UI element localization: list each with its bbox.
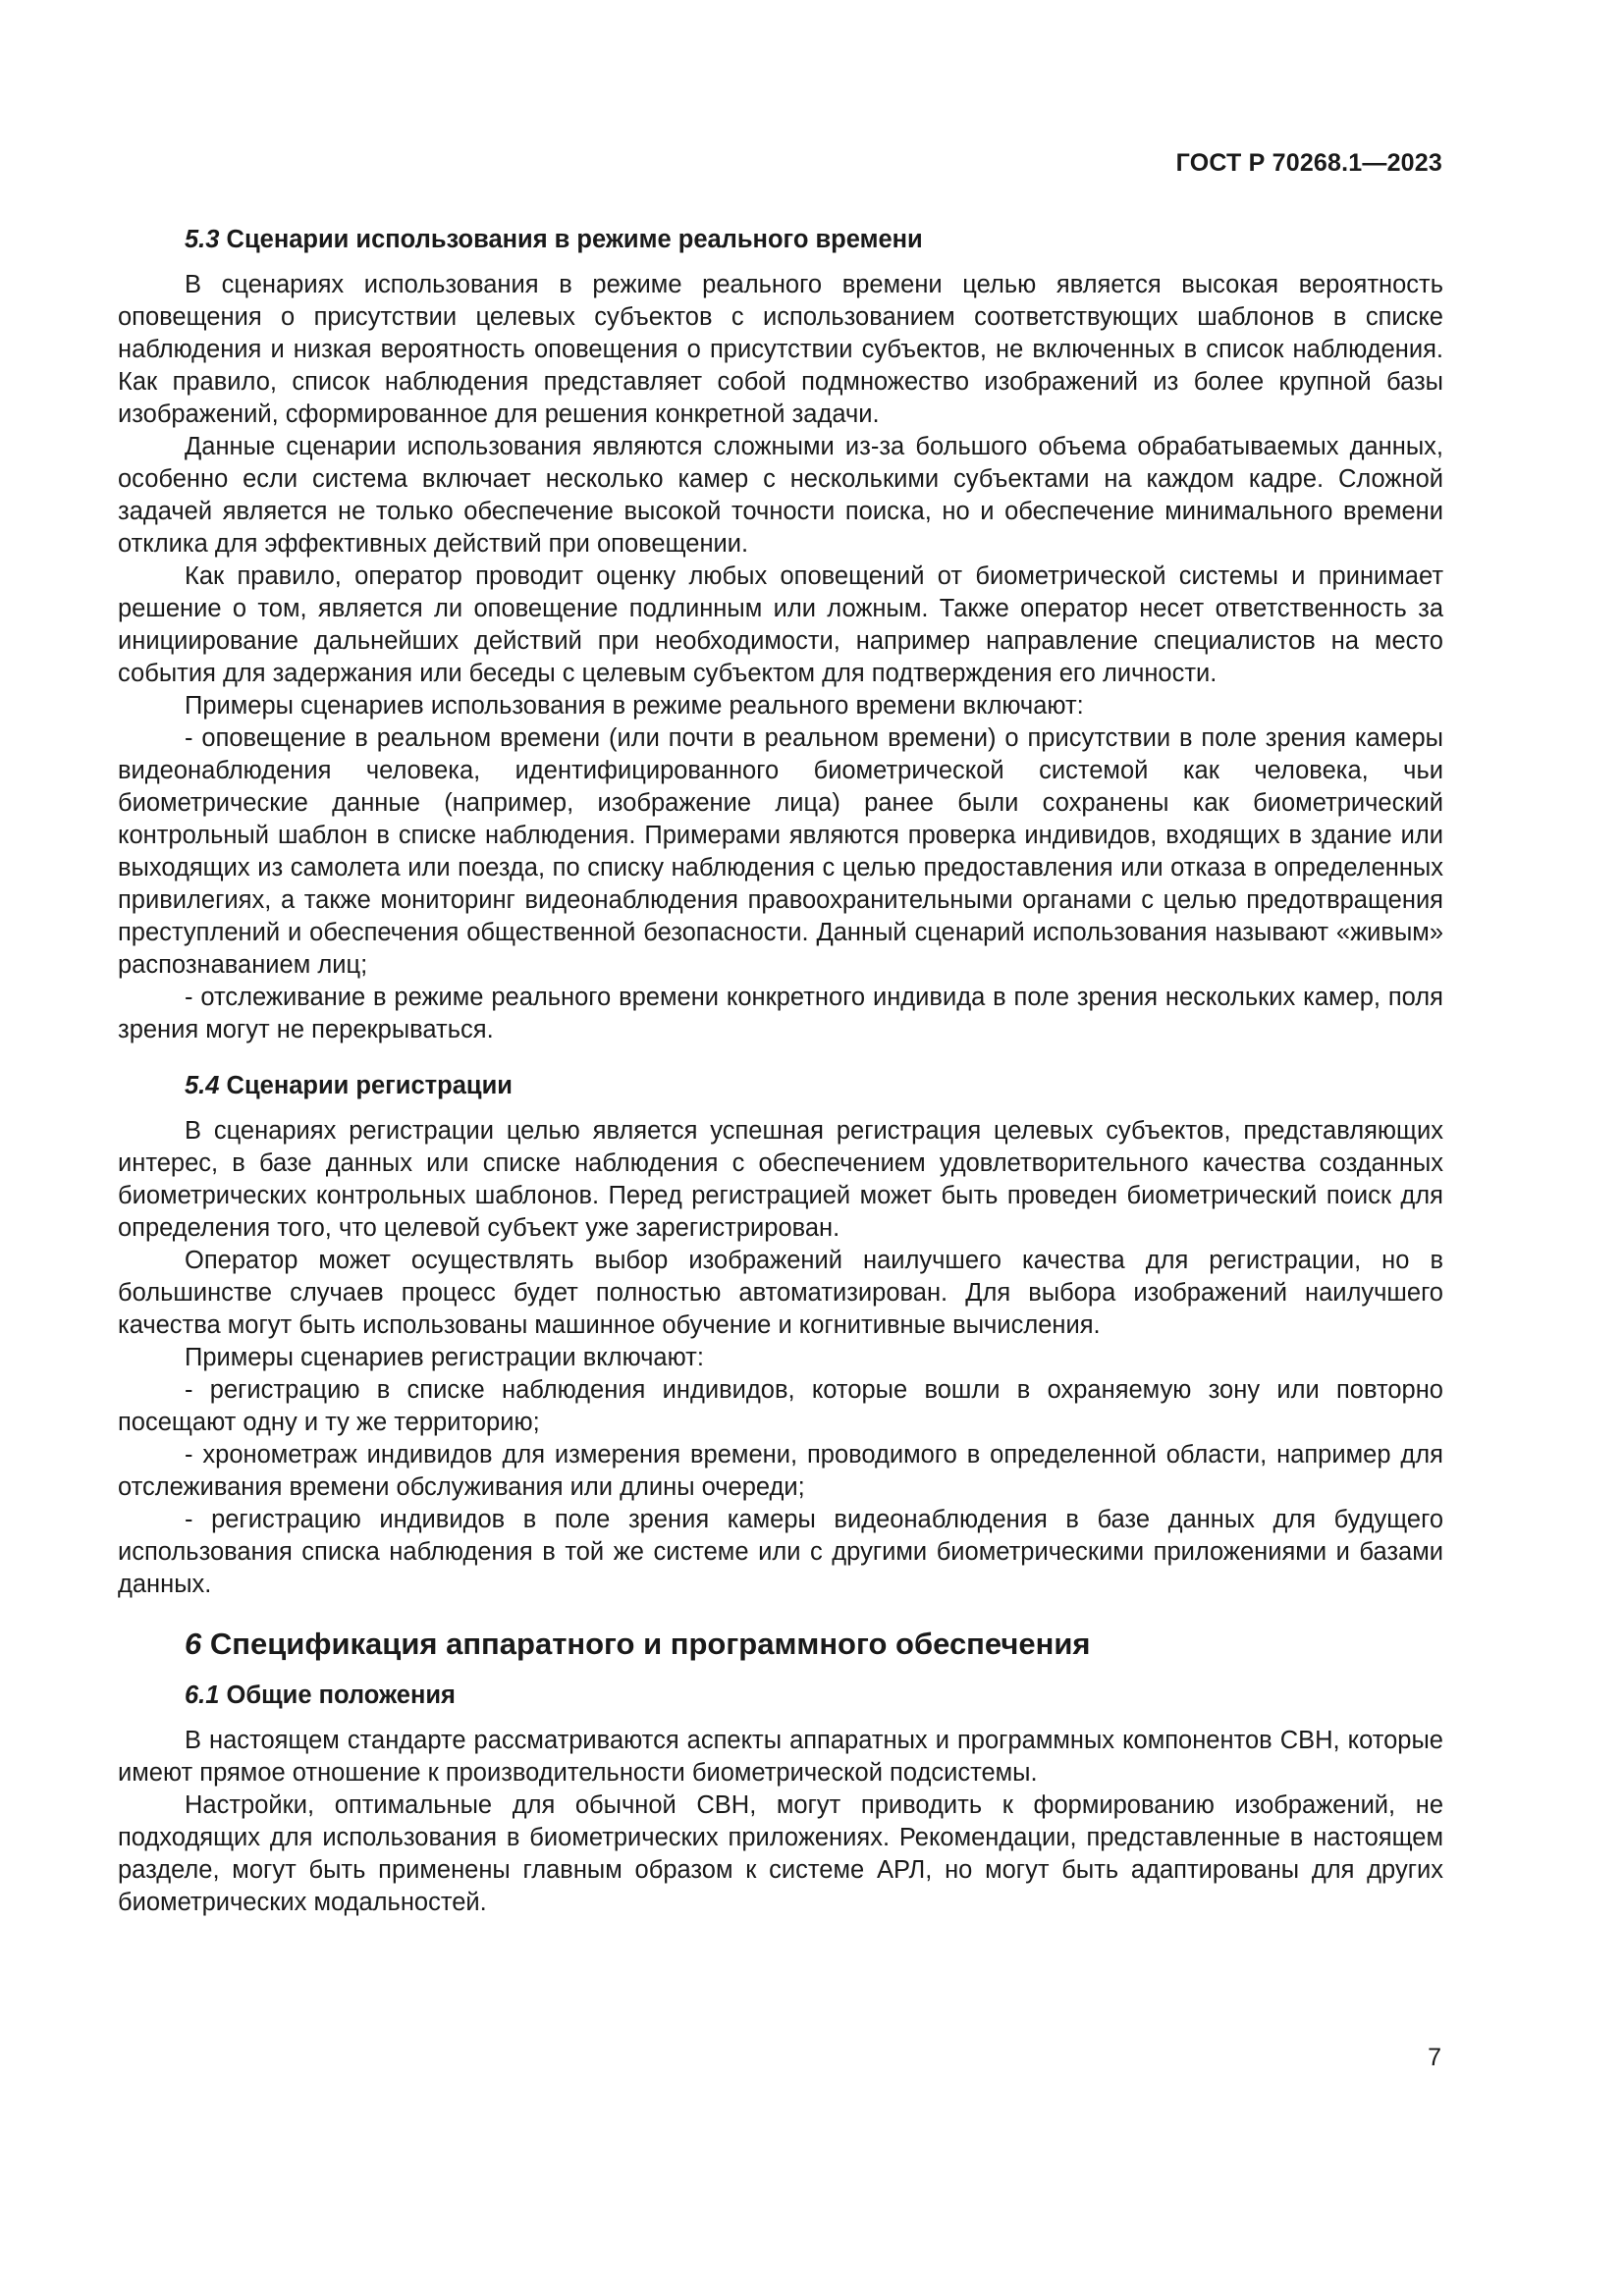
subsection-number: 5.4 [185,1072,220,1099]
paragraph: В сценариях регистрации целью является успешная регистрация целевых субъектов, представляющих интерес, в базе данных или списке наблюдения с обеспечением удовлетворительного качества созданных биометрических контрольных шаблонов. Перед регистрацией может быть проведен биометрический поиск для определения того, что целевой субъект уже зарегистрирован. [118,1117,1443,1242]
paragraph: В сценариях использования в режиме реального времени целью является высокая вероятность оповещения о присутствии целевых субъектов с использованием соответствующих шаблонов в списке наблюдения и низкая вероятность оповещения о присутствии субъектов, не включенных в список наблюдения. Как правило, список наблюдения представляет собой подмножество изображений из более крупной базы изображений, сформированное для решения конкретной задачи. [118,271,1443,428]
subsection-number: 5.3 [185,226,220,253]
subsection-heading-6-1 [118,1678,1443,1713]
paragraph: Настройки, оптимальные для обычной СВН, могут приводить к формированию изображений, не подходящих для использования в биометрических приложениях. Рекомендации, представленные в настоящем разделе, могут быть применены главным образом к системе АРЛ, но могут быть адаптированы для других биометрических модальностей. [118,1791,1443,1916]
list-item: - регистрацию индивидов в поле зрения камеры видеонаблюдения в базе данных для будущего использования списка наблюдения в той же системе или с другими биометрическими приложениями и базами данных. [118,1506,1443,1598]
paragraph: Оператор может осуществлять выбор изображений наилучшего качества для регистрации, но в большинстве случаев процесс будет полностью автоматизирован. Для выбора изображений наилучшего качества могут быть использованы машинное обучение и когнитивные вычисления. [118,1247,1443,1339]
list-item: - отслеживание в режиме реального времени конкретного индивида в поле зрения нескольких камер, поля зрения могут не перекрываться. [118,984,1443,1043]
subsection-heading-5-3 [118,222,1443,257]
paragraph: Как правило, оператор проводит оценку любых оповещений от биометрической системы и принимает решение о том, является ли оповещение подлинным или ложным. Также оператор несет ответственность за инициирование дальнейших действий при необходимости, например направление специалистов на место события для задержания или беседы с целевым субъектом для подтверждения его личности. [118,562,1443,687]
subsection-heading-5-4 [118,1068,1443,1103]
paragraph: В настоящем стандарте рассматриваются аспекты аппаратных и программных компонентов СВН, которые имеют прямое отношение к производительности биометрической подсистемы. [118,1727,1443,1787]
section-number: 6 [185,1627,202,1661]
section-title: Спецификация аппаратного и программного обеспечения [209,1627,1091,1661]
document-code: ГОСТ Р 70268.1—2023 [1175,149,1442,177]
page-number: 7 [1428,2044,1441,2071]
paragraph: Примеры сценариев регистрации включают: [185,1344,704,1371]
subsection-title: Общие положения [226,1682,456,1709]
list-item: - оповещение в реальном времени (или почти в реальном времени) о присутствии в поле зрения камеры видеонаблюдения человека, идентифицированного биометрической системой как человека, чьи биометрические данные (например, изображение лица) ранее были сохранены как биометрический контрольный шаблон в списке наблюдения. Примерами являются проверка индивидов, входящих в здание или выходящих из самолета или поезда, по списку наблюдения с целью предоставления или отказа в определенных привилегиях, а также мониторинг видеонаблюдения правоохранительными органами с целью предотвращения преступлений и обеспечения общественной безопасности. Данный сценарий использования называют «живым» распознаванием лиц; [118,724,1443,979]
list-item: - регистрацию в списке наблюдения индивидов, которые вошли в охраняемую зону или повторно посещают одну и ту же территорию; [118,1376,1443,1436]
page-content [118,222,1443,1919]
list-item: - хронометраж индивидов для измерения времени, проводимого в определенной области, например для отслеживания времени обслуживания или длины очереди; [118,1441,1443,1501]
subsection-number: 6.1 [185,1682,220,1709]
paragraph: Данные сценарии использования являются сложными из-за большого объема обрабатываемых данных, особенно если система включает несколько камер с несколькими субъектами на каждом кадре. Сложной задачей является не только обеспечение высокой точности поиска, но и обеспечение минимального времени отклика для эффективных действий при оповещении. [118,433,1443,558]
section-heading-6 [118,1623,1443,1666]
subsection-title: Сценарии регистрации [226,1072,513,1099]
subsection-title: Сценарии использования в режиме реального времени [226,226,923,253]
paragraph: Примеры сценариев использования в режиме реального времени включают: [185,692,1084,720]
